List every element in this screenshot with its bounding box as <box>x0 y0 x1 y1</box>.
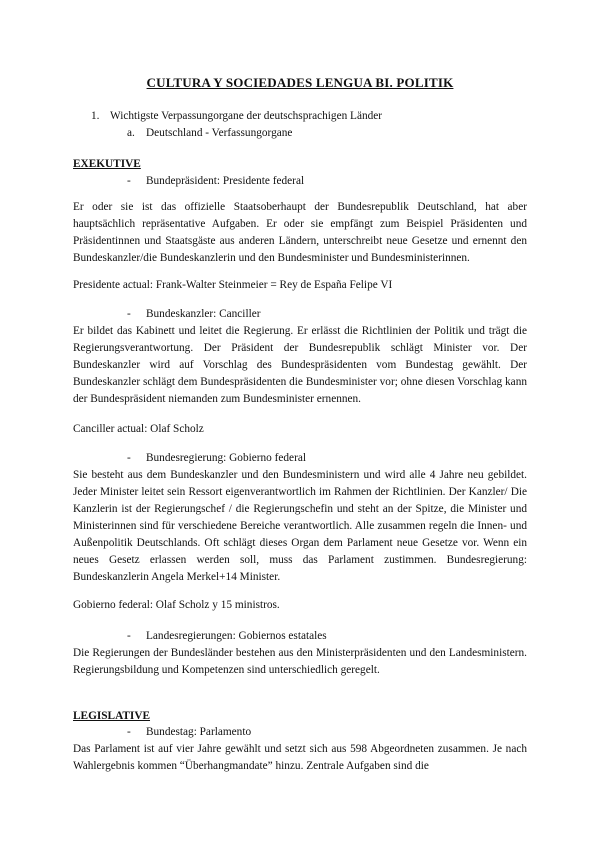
toc-item-text: Wichtigste Verpassungorgane der deutschsprachigen Länder <box>110 110 383 122</box>
bullet-dash: - <box>127 630 131 642</box>
document-title: CULTURA Y SOCIEDADES LENGUA BI. POLITIK <box>146 75 454 90</box>
paragraph-bundeskanzler: Er bildet das Kabinett und leitet die Regierung. Er erlässt die Richtlinien der Politik und trägt die Regierungsverantwortung. Der Präsident der Bundesrepublik schlägt Minister vor. Der Bundeskanzler wird auf Vorschlag des Bundespräsidenten vom Bundestag gewählt. Der Bundeskanzler schlägt dem Bundespräsidenten die Bundesminister vor; ohne diesen Vorschlag kann der Bundespräsident niemanden zum Bundesminister ernennen. <box>73 325 527 405</box>
toc-subitem-letter: a. <box>127 127 135 139</box>
subheading-bundesregierung: Bundesregierung: Gobierno federal <box>146 452 306 464</box>
subheading-landesregierungen: Landesregierungen: Gobiernos estatales <box>146 630 327 642</box>
bullet-dash: - <box>127 308 131 320</box>
bullet-dash: - <box>127 726 131 738</box>
paragraph-bundestag: Das Parlament ist auf vier Jahre gewählt und setzt sich aus 598 Abgeordneten zusammen. Je nach Wahlergebnis kommen “Überhangmandate” hinzu. Zentrale Aufgaben sind die <box>73 743 527 772</box>
toc-subitem-text: Deutschland - Verfassungorgane <box>146 127 293 139</box>
paragraph-landesregierungen: Die Regierungen der Bundesländer bestehen aus den Ministerpräsidenten und den Landesministern. Regierungsbildung und Kompetenzen sind unterschiedlich geregelt. <box>73 647 527 676</box>
section-heading-exekutive: EXEKUTIVE <box>73 158 141 170</box>
note-gobierno-federal: Gobierno federal: Olaf Scholz y 15 ministros. <box>73 599 280 611</box>
paragraph-bundespraesident: Er oder sie ist das offizielle Staatsoberhaupt der Bundesrepublik Deutschland, hat aber hauptsächlich repräsentative Aufgaben. Er oder sie empfängt zum Beispiel Präsidenten und Präsidentinnen und Staatsgäste aus anderen Ländern, unterschreibt neue Gesetze und ernennt den Bundeskanzler/die Bundeskanzlerin und den Bundesminister und Bundesministerinnen. <box>73 201 527 264</box>
note-canciller-actual: Canciller actual: Olaf Scholz <box>73 423 204 435</box>
subheading-bundeskanzler: Bundeskanzler: Canciller <box>146 308 261 320</box>
bullet-dash: - <box>127 452 131 464</box>
bullet-dash: - <box>127 175 131 187</box>
note-presidente-actual: Presidente actual: Frank-Walter Steinmeier = Rey de España Felipe VI <box>73 279 393 291</box>
subheading-bundespraesident: Bundepräsident: Presidente federal <box>146 175 305 187</box>
paragraph-bundesregierung: Sie besteht aus dem Bundeskanzler und den Bundesministern und wird alle 4 Jahre neu gebildet. Jeder Minister leitet sein Ressort eigenverantwortlich im Rahmen der Richtlinien. Der Kanzler/ Die Kanzlerin ist der Regierungschef / die Regierungschefin und steht an der Spitze, die Minister und Ministerinnen sind für verschiedene Bereiche verantwortlich. Alle zusammen regeln die Innen- und Außenpolitik Deutschlands. Oft schlägt dieses Organ dem Parlament neue Gesetze vor. Wenn ein neues Gesetz erlassen werden soll, muss das Parlament zustimmen. Bundesregierung: Bundeskanzlerin Angela Merkel+14 Minister. <box>73 469 527 583</box>
toc-item-number: 1. <box>91 110 100 122</box>
subheading-bundestag: Bundestag: Parlamento <box>146 726 252 738</box>
section-heading-legislative: LEGISLATIVE <box>73 710 151 722</box>
